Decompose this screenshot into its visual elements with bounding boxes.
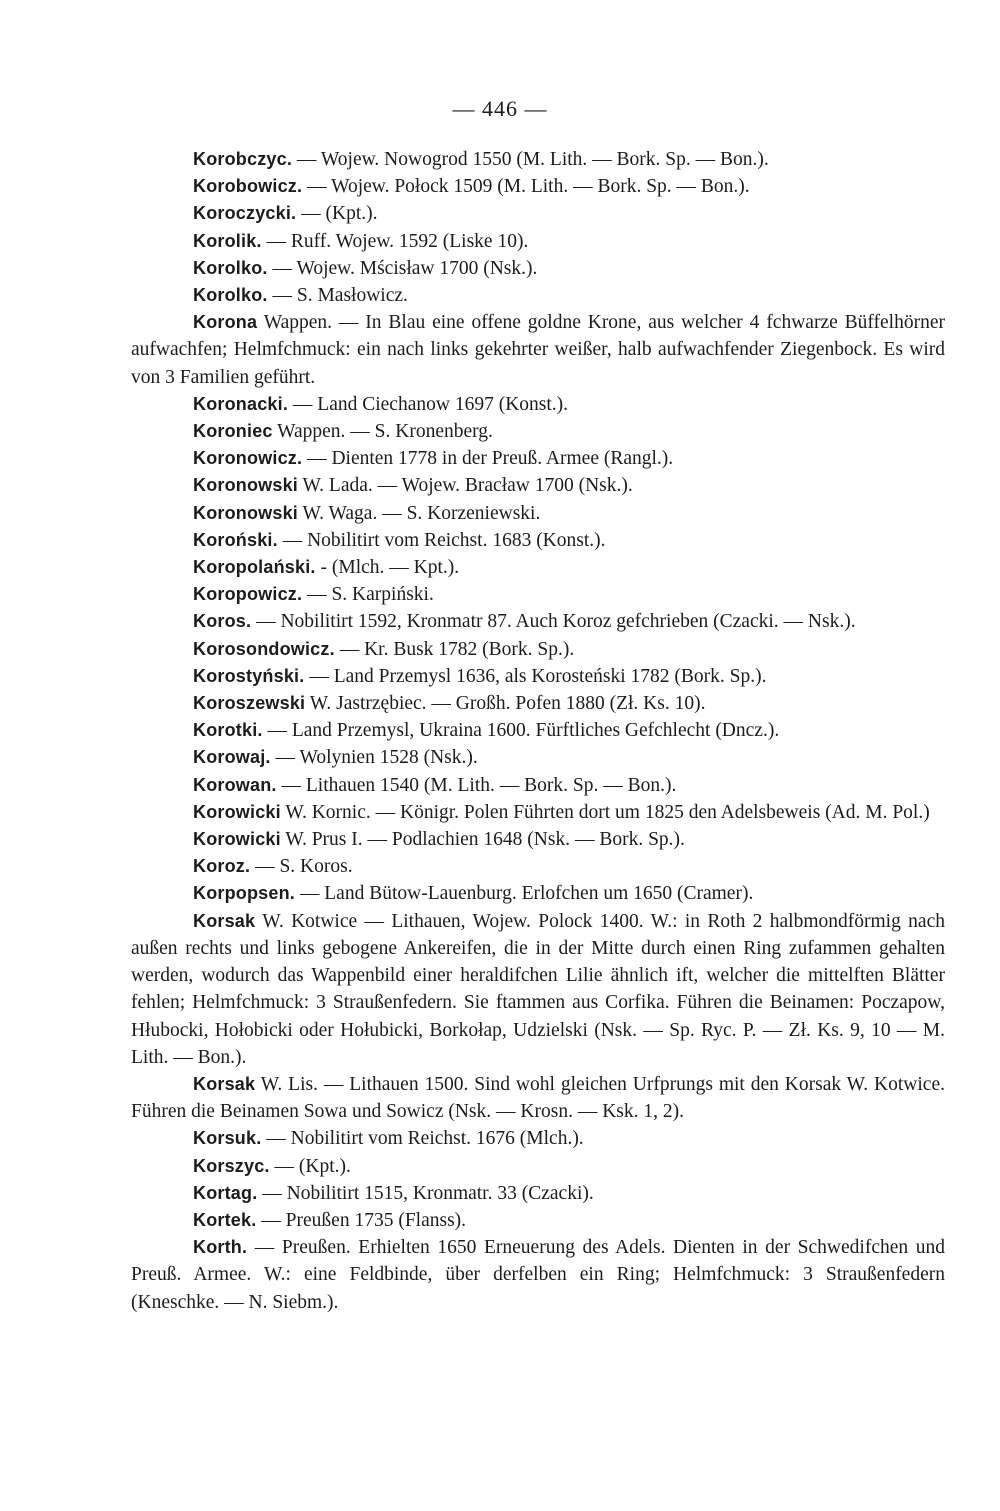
page-number: — 446 —: [452, 96, 548, 121]
entry: [131, 880, 945, 907]
entry-headword: Koronowski: [193, 502, 299, 523]
entry-headword: Korowicki: [193, 829, 281, 850]
entry: [131, 255, 945, 282]
entry-headword: Korobczyc.: [193, 149, 293, 169]
entry-headword: Korostyński.: [193, 665, 305, 686]
entry-headword: Koroz.: [193, 856, 251, 877]
entry-headword: Korowaj.: [193, 747, 271, 768]
entry: [131, 1153, 945, 1180]
entry-headword: Korosondowicz.: [193, 638, 335, 659]
entry: [131, 908, 945, 1071]
entry-headword: Korotki.: [193, 720, 263, 741]
entry: [131, 717, 945, 744]
entry-text: — Wojew. Nowogrod 1550 (M. Lith. — Bork. Sp. — Bon.).: [292, 149, 769, 170]
entry-text: — Nobilitirt 1515, Kronmatr. 33 (Czacki).: [257, 1182, 594, 1204]
entry: [131, 445, 945, 472]
entry-headword: Korsak: [193, 910, 256, 931]
entry-headword: Koronacki.: [193, 393, 289, 414]
entry-text: Wappen. — In Blau eine offene goldne Krone, aus welcher 4 fchwarze Büffelhörner aufwachfen; Helmfchmuck: ein nach links gekehrter weißer, halb aufwachfender Ziegenbock. Es wird von 3 Familien geführt.: [131, 312, 945, 388]
entry-headword: Korsuk.: [193, 1128, 262, 1149]
entry-text: — Nobilitirt vom Reichst. 1676 (Mlch.).: [261, 1128, 584, 1150]
entry-text: — S. Koros.: [250, 856, 353, 878]
entry-headword: Koros.: [193, 611, 252, 632]
entry-headword: Koroszewski: [193, 693, 306, 714]
entry-headword: Korolko.: [193, 285, 268, 306]
entry-text: — Land Przemysl 1636, als Korosteński 1782 (Bork. Sp.).: [304, 665, 767, 687]
entry-text: W. Kotwice — Lithauen, Wojew. Polock 1400. W.: in Roth 2 halbmondförmig nach außen rechts und links gebogene Ankereifen, die in der Mitte durch einen Ring zufammen gehalten werden, wodurch das Wappenbild einer heraldifchen Lilie ähnlich ift, welcher die mittelften Blätter fehlen; Helmfchmuck: 3 Straußenfedern. Sie ftammen aus Corfika. Führen die Beinamen: Poczapow, Hłubocki, Hołobicki oder Hołubicki, Borkołap, Udzielski (Nsk. — Sp. Ryc. P. — Zł. Ks. 9, 10 — M. Lith. — Bon.).: [131, 910, 945, 1068]
entry: [131, 663, 945, 690]
entry: [131, 772, 945, 799]
entry-text: — Land Bütow-Lauenburg. Erlofchen um 1650 (Cramer).: [295, 883, 754, 905]
entry-text: W. Lada. — Wojew. Bracław 1700 (Nsk.).: [298, 475, 633, 497]
entry-headword: Kortek.: [193, 1209, 257, 1230]
entry-text: - (Mlch. — Kpt.).: [315, 557, 460, 579]
entry-text: W. Prus I. — Podlachien 1648 (Nsk. — Bork. Sp.).: [280, 829, 685, 851]
entry-headword: Koronowicz.: [193, 448, 303, 469]
entry-text: — (Kpt.).: [296, 203, 378, 225]
entry: [131, 554, 945, 581]
entry-text: — Wojew. Mścisław 1700 (Nsk.).: [267, 257, 538, 279]
entry-text: W. Waga. — S. Korzeniewski.: [298, 502, 541, 524]
entry-headword: Korolik.: [193, 230, 262, 251]
entry-text: — Preußen 1735 (Flanss).: [256, 1209, 467, 1231]
entry-headword: Korobowicz.: [193, 176, 303, 197]
entry-headword: Korowicki: [193, 801, 281, 822]
entry-text: W. Lis. — Lithauen 1500. Sind wohl gleichen Urfprungs mit den Korsak W. Kotwice. Führen die Beinamen Sowa und Sowicz (Nsk. — Krosn. — Ksk. 1, 2).: [131, 1073, 945, 1123]
entry-headword: Korth.: [193, 1237, 248, 1258]
entry-headword: Koroniec: [193, 421, 273, 442]
entry-headword: Koropolański.: [193, 557, 316, 578]
entry: [131, 744, 945, 771]
entry-text: — Ruff. Wojew. 1592 (Liske 10).: [261, 230, 529, 252]
entry-text: — Preußen. Erhielten 1650 Erneuerung des Adels. Dienten in der Schwedifchen und Preuß. Armee. W.: eine Feldbinde, über derfelben ein Ring; Helmfchmuck: 3 Straußenfedern (Kneschke. — N. Siebm.).: [131, 1237, 945, 1313]
entry: [131, 173, 945, 200]
entry: [131, 472, 945, 499]
entry-text: — Kr. Busk 1782 (Bork. Sp.).: [334, 638, 575, 660]
entry: [131, 282, 945, 309]
entry-text: Wappen. — S. Kronenberg.: [272, 421, 493, 443]
entry: [131, 826, 945, 853]
entry: [131, 200, 945, 227]
entry-headword: Korszyc.: [193, 1155, 270, 1176]
entry: [131, 500, 945, 527]
entry-text: — S. Karpiński.: [302, 584, 434, 606]
entry-text: — Nobilitirt vom Reichst. 1683 (Konst.).: [277, 529, 606, 551]
entry: [131, 608, 945, 635]
entry-text: — Dienten 1778 in der Preuß. Armee (Rangl.).: [302, 448, 674, 470]
entry-text: — S. Masłowicz.: [267, 285, 408, 307]
entry: [131, 527, 945, 554]
entry-headword: Korpopsen.: [193, 883, 296, 904]
entry: [131, 1234, 945, 1316]
entry: [131, 418, 945, 445]
entry-headword: Kortag.: [193, 1182, 258, 1203]
entry-text: — Nobilitirt 1592, Kronmatr 87. Auch Koroz gefchrieben (Czacki. — Nsk.).: [251, 611, 856, 633]
entry-text: — Wolynien 1528 (Nsk.).: [270, 747, 478, 769]
entry: [131, 1180, 945, 1207]
entry: [131, 391, 945, 418]
entry-headword: Korowan.: [193, 774, 277, 795]
entry-text: — Lithauen 1540 (M. Lith. — Bork. Sp. — Bon.).: [276, 774, 677, 796]
entry: [131, 581, 945, 608]
entry-headword: Koroczycki.: [193, 203, 297, 224]
entry: [131, 146, 945, 173]
entry: [131, 853, 945, 880]
entry-text: W. Kornic. — Königr. Polen Führten dort um 1825 den Adelsbeweis (Ad. M. Pol.): [280, 801, 930, 823]
entry-text: — Wojew. Połock 1509 (M. Lith. — Bork. Sp. — Bon.).: [302, 176, 750, 198]
entry: [131, 799, 945, 826]
entry-text: — Land Przemysl, Ukraina 1600. Fürftliches Gefchlecht (Dncz.).: [262, 720, 780, 742]
entry: [131, 228, 945, 255]
entry-headword: Koropowicz.: [193, 584, 303, 605]
entry-headword: Koroński.: [193, 529, 278, 550]
entry-text: — Land Ciechanow 1697 (Konst.).: [288, 393, 569, 415]
entry-headword: Koronowski: [193, 475, 299, 496]
entry-headword: Korona: [193, 312, 258, 333]
entry: [131, 309, 945, 391]
entry-headword: Korsak: [193, 1073, 256, 1094]
entry: [131, 636, 945, 663]
entry: [131, 1071, 945, 1125]
entry: [131, 690, 945, 717]
entry-list: [131, 146, 945, 1316]
entry-text: W. Jastrzębiec. — Großh. Pofen 1880 (Zł. Ks. 10).: [305, 693, 706, 715]
entry: [131, 1125, 945, 1152]
entry-headword: Korolko.: [193, 257, 268, 278]
entry: [131, 1207, 945, 1234]
entry-text: — (Kpt.).: [269, 1155, 351, 1177]
